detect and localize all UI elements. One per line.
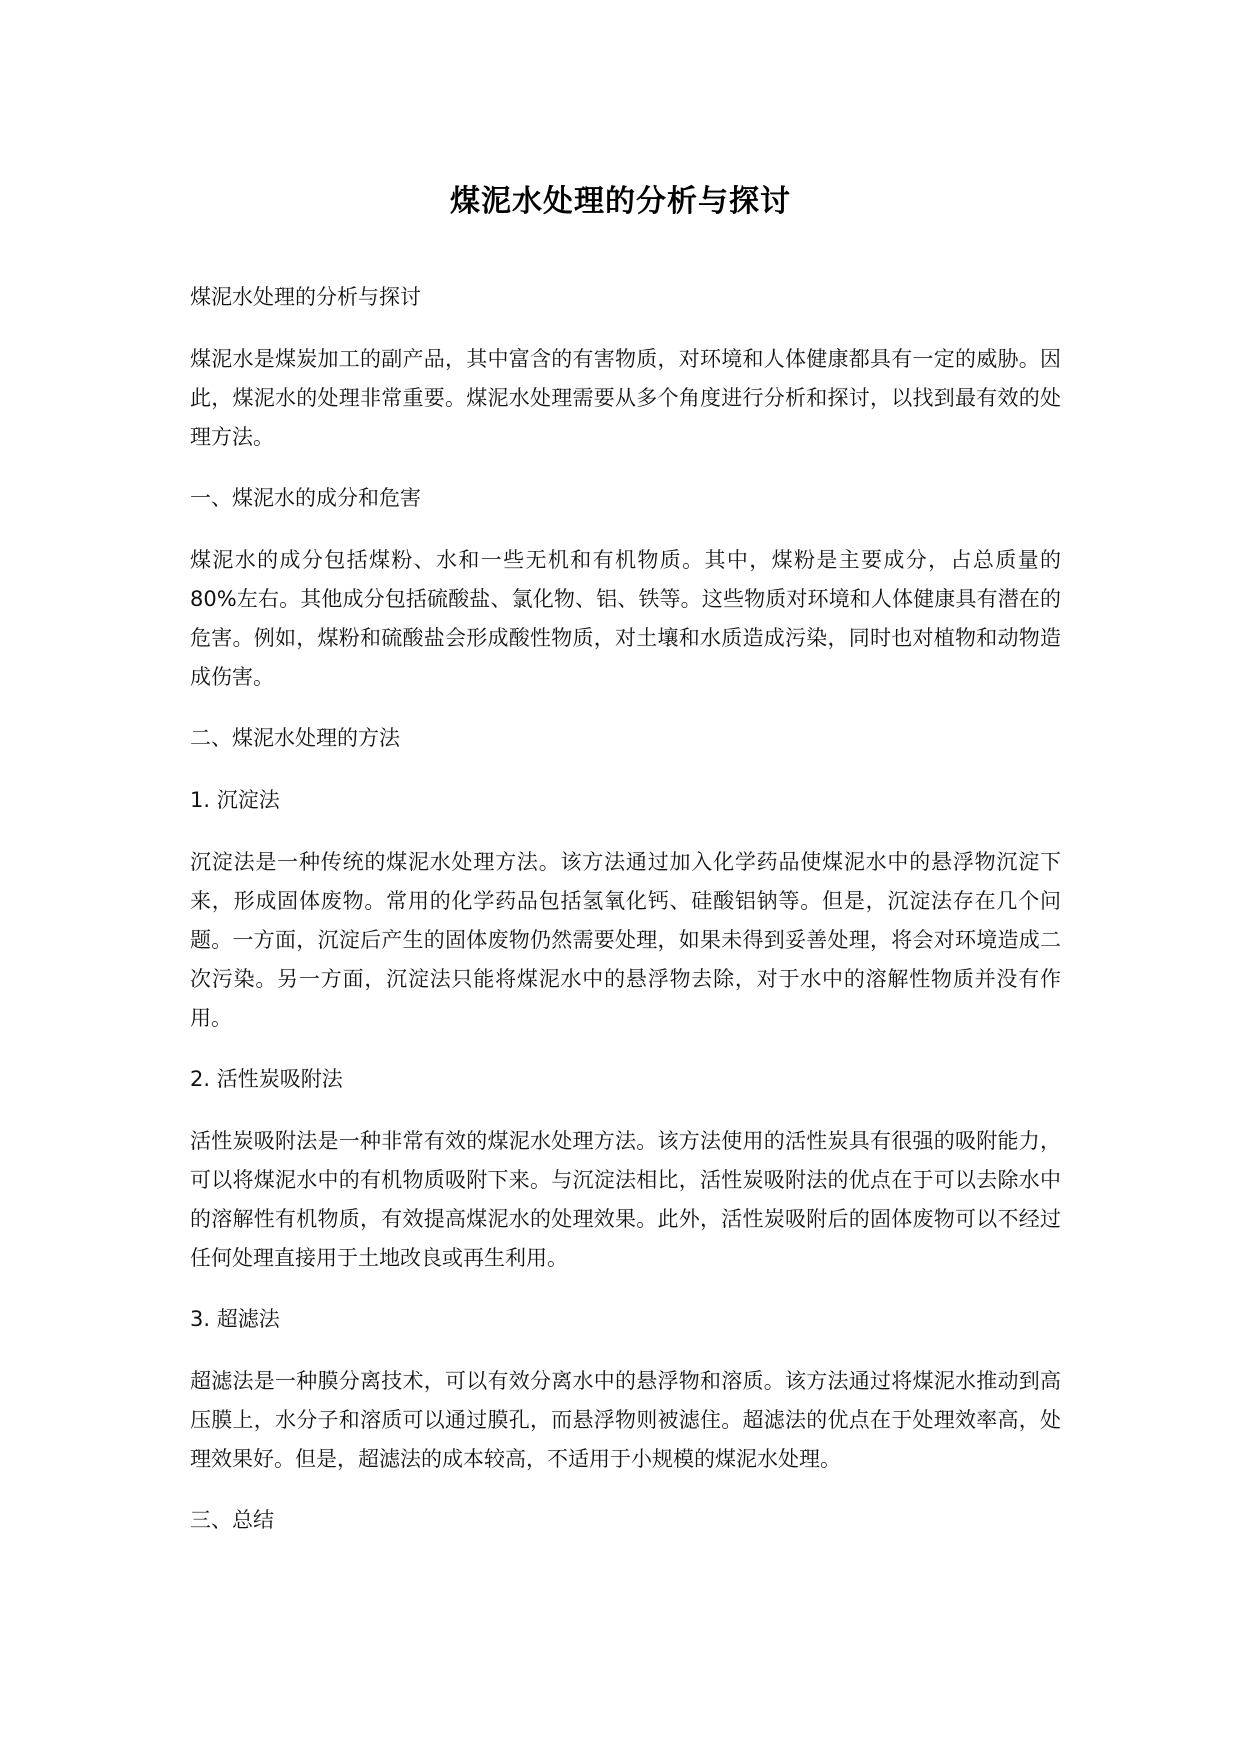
subtitle-heading: 煤泥水处理的分析与探讨: [190, 285, 421, 309]
document-title: 煤泥水处理的分析与探讨: [450, 184, 791, 219]
sedimentation-paragraph: 沉淀法是一种传统的煤泥水处理方法。该方法通过加入化学药品使煤泥水中的悬浮物沉淀下来，形成固体废物。常用的化学药品包括氢氧化钙、硅酸铝钠等。但是，沉淀法存在几个问题。一方面，沉淀后产生的固体废物仍然需要处理，如果未得到妥善处理，将会对环境造成二次污染。另一方面，沉淀法只能将煤泥水中的悬浮物去除，对于水中的溶解性物质并没有作用。: [190, 850, 1061, 1030]
section-heading-summary: 三、总结: [190, 1508, 274, 1532]
method-heading-ultrafiltration: 3. 超滤法: [190, 1307, 280, 1331]
section-heading-composition: 一、煤泥水的成分和危害: [190, 486, 421, 510]
method-heading-activated-carbon: 2. 活性炭吸附法: [190, 1067, 343, 1091]
ultrafiltration-paragraph: 超滤法是一种膜分离技术，可以有效分离水中的悬浮物和溶质。该方法通过将煤泥水推动到高压膜上，水分子和溶质可以通过膜孔，而悬浮物则被滤住。超滤法的优点在于处理效率高，处理效果好。但是，超滤法的成本较高，不适用于小规模的煤泥水处理。: [190, 1369, 1061, 1471]
composition-paragraph: 煤泥水的成分包括煤粉、水和一些无机和有机物质。其中，煤粉是主要成分，占总质量的 80%左右。其他成分包括硫酸盐、氯化物、铝、铁等。这些物质对环境和人体健康具有潜在的危害。例如，煤粉和硫酸盐会形成酸性物质，对土壤和水质造成污染，同时也对植物和动物造成伤害。: [190, 548, 1061, 689]
activated-carbon-paragraph: 活性炭吸附法是一种非常有效的煤泥水处理方法。该方法使用的活性炭具有很强的吸附能力，可以将煤泥水中的有机物质吸附下来。与沉淀法相比，活性炭吸附法的优点在于可以去除水中的溶解性有机物质，有效提高煤泥水的处理效果。此外，活性炭吸附后的固体废物可以不经过任何处理直接用于土地改良或再生利用。: [190, 1129, 1061, 1270]
section-heading-methods: 二、煤泥水处理的方法: [190, 726, 400, 750]
method-heading-sedimentation: 1. 沉淀法: [190, 788, 280, 812]
intro-paragraph: 煤泥水是煤炭加工的副产品，其中富含的有害物质，对环境和人体健康都具有一定的威胁。因此，煤泥水的处理非常重要。煤泥水处理需要从多个角度进行分析和探讨，以找到最有效的处理方法。: [190, 347, 1061, 449]
